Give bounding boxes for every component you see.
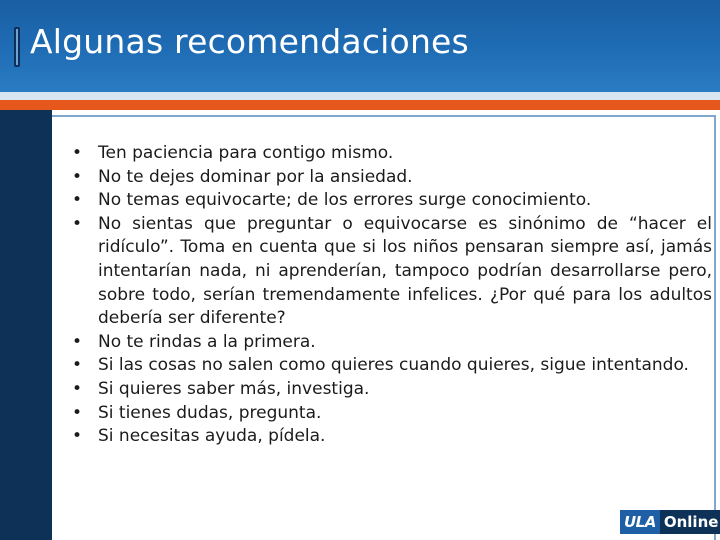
list-item [72,213,712,331]
list-item [72,402,712,426]
list-item-text: Si tienes dudas, pregunta. [98,402,322,423]
header-divider-orange [0,100,720,110]
list-item [72,354,712,378]
ula-online-logo [620,508,719,536]
bullet-icon: • [72,378,83,399]
list-item-text: Si quieres saber más, investiga. [98,378,370,399]
list-item-text: No sientas que preguntar o equivocarse es sinónimo de “hacer el ridículo”. Toma en cuenta que si los niños pensaran siempre así, jamás intentarían nada, ni aprenderían, tampoco podrían desarrollarse pero, sobre todo, serían tremendamente infelices. ¿Por qué para los adultos debería ser diferente? [98,213,712,329]
list-item [72,142,712,166]
bullet-icon: • [72,166,83,187]
bullet-icon: • [72,426,83,447]
bullet-icon: • [72,331,83,352]
slide-header [0,0,720,92]
list-item [72,331,712,355]
list-item [72,378,712,402]
slide-title: Algunas recomendaciones [30,22,469,61]
list-item [72,189,712,213]
list-item-text: No te dejes dominar por la ansiedad. [98,166,413,187]
list-item-text: No temas equivocarte; de los errores surge conocimiento. [98,190,592,211]
list-item-text: No te rindas a la primera. [98,331,316,352]
bullet-icon: • [72,213,83,234]
left-side-band [0,110,52,540]
list-item-text: Si necesitas ayuda, pídela. [98,426,326,447]
list-item-text: Si las cosas no salen como quieres cuando quieres, sigue intentando. [98,355,689,376]
list-item [72,425,712,449]
logo-mark: ULA [620,510,660,534]
list-item-text: Ten paciencia para contigo mismo. [98,143,394,163]
bullet-icon: • [72,402,83,423]
list-item [72,166,712,190]
bullet-icon: • [72,190,83,211]
bullet-icon: • [72,143,83,163]
bullet-icon: • [72,355,83,376]
logo-text: Online [660,510,720,534]
title-accent-bar [14,27,20,67]
recommendations-list [72,142,712,449]
header-divider-light [0,92,720,100]
